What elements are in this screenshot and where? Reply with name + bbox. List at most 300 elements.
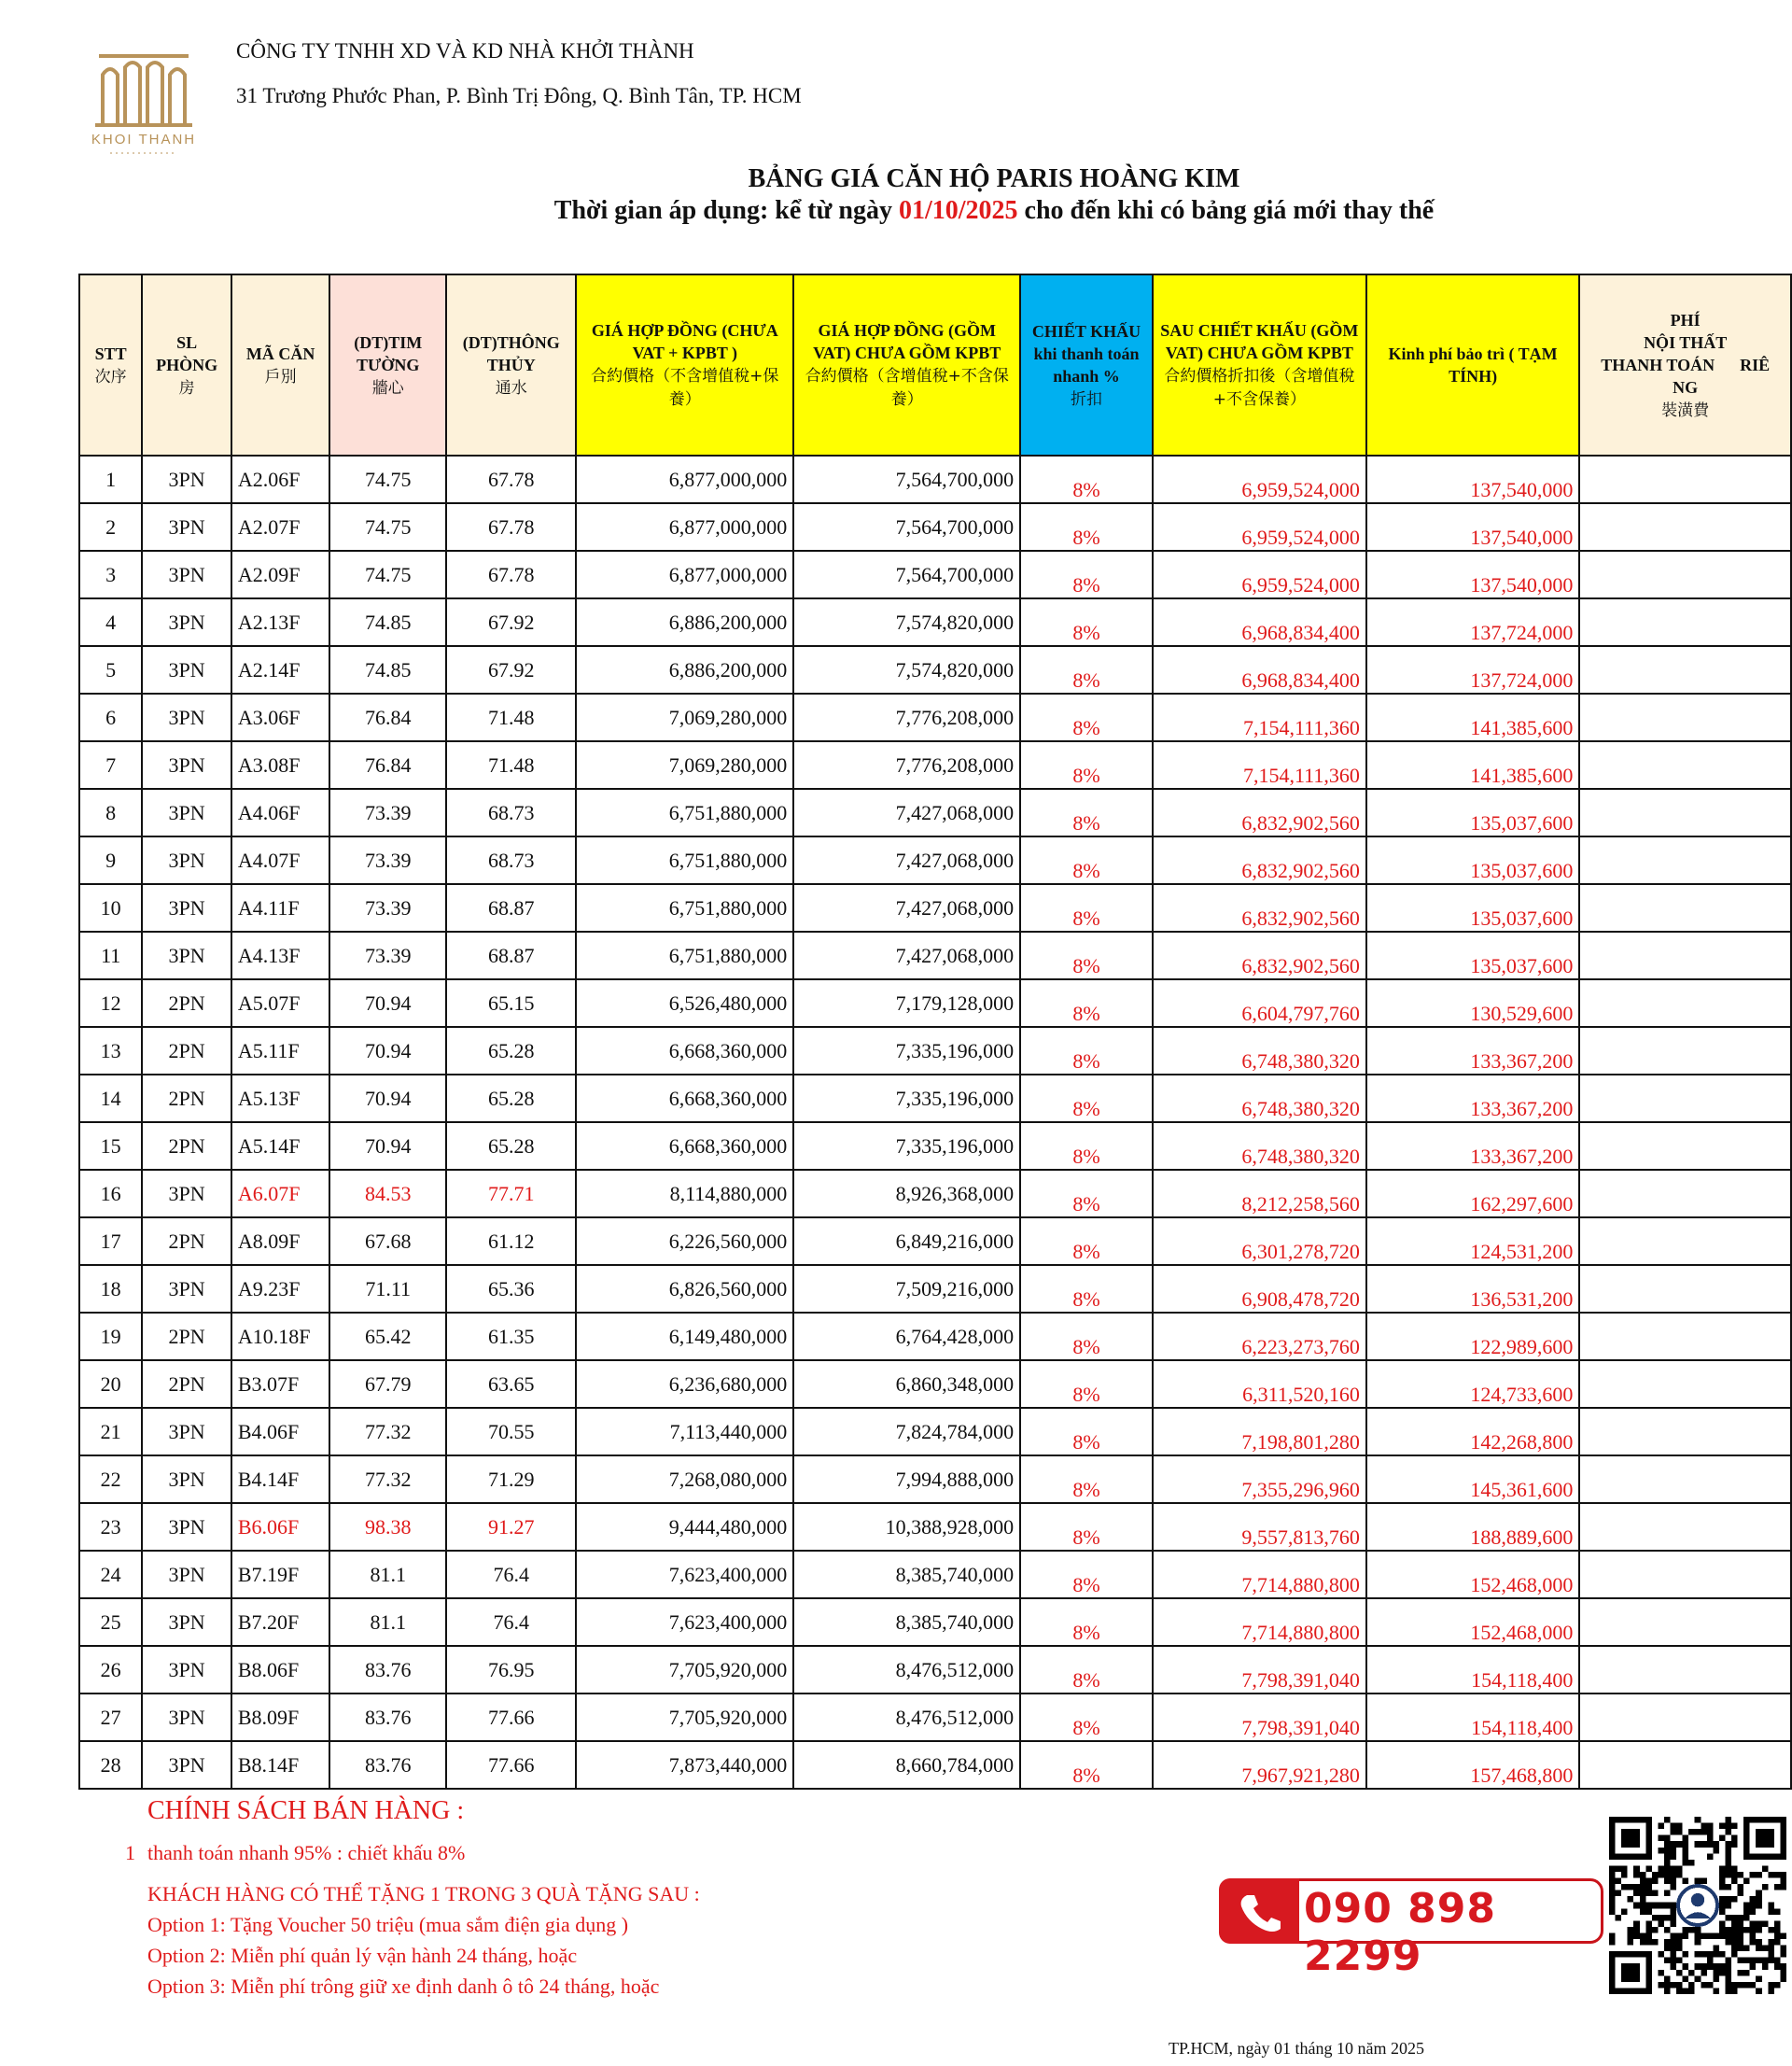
cell-area-wall: 74.85 — [329, 598, 446, 646]
col-price-after-discount: SAU CHIẾT KHẤU (GỒM VAT) CHƯA GỒM KPBT 合約價格折扣後（含增值稅+不含保養） — [1153, 274, 1366, 456]
cell-contract-price-incl: 7,574,820,000 — [793, 598, 1020, 646]
cell-unit-code: B8.09F — [231, 1694, 330, 1741]
cell-price-after-discount: 7,198,801,280 — [1153, 1408, 1366, 1455]
cell-area-wall: 73.39 — [329, 789, 446, 836]
table-row — [79, 836, 1791, 884]
cell-area-clear: 68.73 — [446, 789, 576, 836]
hotline-banner[interactable] — [1219, 1878, 1603, 1980]
cell-stt: 15 — [79, 1122, 142, 1170]
cell-interior-fee — [1579, 646, 1791, 694]
cell-area-clear: 63.65 — [446, 1360, 576, 1408]
cell-contract-price-excl: 9,444,480,000 — [576, 1503, 793, 1551]
cell-rooms: 2PN — [142, 1360, 231, 1408]
cell-rooms: 3PN — [142, 1551, 231, 1598]
cell-unit-code: B4.14F — [231, 1455, 330, 1503]
cell-price-after-discount: 6,748,380,320 — [1153, 1122, 1366, 1170]
cell-area-clear: 65.15 — [446, 979, 576, 1027]
cell-rooms: 2PN — [142, 979, 231, 1027]
cell-contract-price-incl: 7,574,820,000 — [793, 646, 1020, 694]
cell-interior-fee — [1579, 1646, 1791, 1694]
cell-maintenance-fee: 137,724,000 — [1366, 646, 1579, 694]
cell-maintenance-fee: 124,531,200 — [1366, 1217, 1579, 1265]
cell-area-clear: 77.66 — [446, 1741, 576, 1789]
cell-area-wall: 77.32 — [329, 1455, 446, 1503]
cell-contract-price-incl: 6,860,348,000 — [793, 1360, 1020, 1408]
cell-unit-code: A5.11F — [231, 1027, 330, 1075]
cell-interior-fee — [1579, 1360, 1791, 1408]
cell-maintenance-fee: 154,118,400 — [1366, 1694, 1579, 1741]
cell-interior-fee — [1579, 1027, 1791, 1075]
cell-area-clear: 67.92 — [446, 646, 576, 694]
cell-unit-code: A2.14F — [231, 646, 330, 694]
table-row — [79, 789, 1791, 836]
cell-area-clear: 77.71 — [446, 1170, 576, 1217]
cell-contract-price-incl: 7,179,128,000 — [793, 979, 1020, 1027]
cell-contract-price-incl: 8,385,740,000 — [793, 1598, 1020, 1646]
cell-contract-price-incl: 7,776,208,000 — [793, 741, 1020, 789]
cell-interior-fee — [1579, 1551, 1791, 1598]
cell-maintenance-fee: 135,037,600 — [1366, 789, 1579, 836]
cell-contract-price-incl: 7,335,196,000 — [793, 1075, 1020, 1122]
cell-stt: 13 — [79, 1027, 142, 1075]
cell-interior-fee — [1579, 1170, 1791, 1217]
qr-code[interactable] — [1609, 1817, 1786, 1994]
cell-discount: 8% — [1020, 789, 1153, 836]
table-row — [79, 1741, 1791, 1789]
cell-area-clear: 68.87 — [446, 884, 576, 932]
document-title: BẢNG GIÁ CĂN HỘ PARIS HOÀNG KIM — [748, 164, 1240, 193]
cell-rooms: 3PN — [142, 551, 231, 598]
table-row — [79, 551, 1791, 598]
cell-price-after-discount: 7,714,880,800 — [1153, 1598, 1366, 1646]
cell-stt: 22 — [79, 1455, 142, 1503]
cell-price-after-discount: 6,959,524,000 — [1153, 456, 1366, 503]
effective-date: 01/10/2025 — [898, 196, 1018, 225]
cell-discount: 8% — [1020, 1122, 1153, 1170]
cell-discount: 8% — [1020, 1694, 1153, 1741]
cell-contract-price-incl: 7,335,196,000 — [793, 1027, 1020, 1075]
cell-stt: 21 — [79, 1408, 142, 1455]
cell-area-wall: 73.39 — [329, 836, 446, 884]
cell-area-clear: 65.28 — [446, 1122, 576, 1170]
cell-unit-code: B7.20F — [231, 1598, 330, 1646]
cell-rooms: 3PN — [142, 1694, 231, 1741]
cell-discount: 8% — [1020, 1217, 1153, 1265]
cell-area-clear: 76.4 — [446, 1598, 576, 1646]
cell-stt: 10 — [79, 884, 142, 932]
cell-area-wall: 74.75 — [329, 456, 446, 503]
cell-stt: 16 — [79, 1170, 142, 1217]
cell-contract-price-excl: 6,149,480,000 — [576, 1313, 793, 1360]
cell-discount: 8% — [1020, 1551, 1153, 1598]
cell-contract-price-incl: 7,427,068,000 — [793, 932, 1020, 979]
cell-stt: 26 — [79, 1646, 142, 1694]
cell-area-wall: 83.76 — [329, 1646, 446, 1694]
cell-discount: 8% — [1020, 551, 1153, 598]
cell-contract-price-excl: 6,751,880,000 — [576, 884, 793, 932]
cell-rooms: 2PN — [142, 1313, 231, 1360]
cell-stt: 25 — [79, 1598, 142, 1646]
col-discount: CHIẾT KHẤU khi thanh toán nhanh % 折扣 — [1020, 274, 1153, 456]
cell-unit-code: A6.07F — [231, 1170, 330, 1217]
cell-area-wall: 84.53 — [329, 1170, 446, 1217]
cell-maintenance-fee: 152,468,000 — [1366, 1551, 1579, 1598]
cell-stt: 2 — [79, 503, 142, 551]
cell-discount: 8% — [1020, 1741, 1153, 1789]
cell-interior-fee — [1579, 1075, 1791, 1122]
cell-discount: 8% — [1020, 884, 1153, 932]
cell-area-clear: 76.4 — [446, 1551, 576, 1598]
cell-interior-fee — [1579, 932, 1791, 979]
table-header-row — [79, 274, 1791, 456]
cell-area-clear: 67.78 — [446, 551, 576, 598]
gift-title: KHÁCH HÀNG CÓ THỂ TẶNG 1 TRONG 3 QUÀ TẶNG SAU : — [147, 1882, 700, 1905]
cell-price-after-discount: 6,968,834,400 — [1153, 598, 1366, 646]
cell-stt: 14 — [79, 1075, 142, 1122]
cell-unit-code: A2.07F — [231, 503, 330, 551]
cell-area-wall: 74.85 — [329, 646, 446, 694]
cell-maintenance-fee: 133,367,200 — [1366, 1122, 1579, 1170]
cell-area-wall: 70.94 — [329, 1075, 446, 1122]
cell-stt: 18 — [79, 1265, 142, 1313]
cell-price-after-discount: 7,714,880,800 — [1153, 1551, 1366, 1598]
cell-stt: 27 — [79, 1694, 142, 1741]
cell-contract-price-excl: 7,623,400,000 — [576, 1598, 793, 1646]
table-row — [79, 1646, 1791, 1694]
cell-unit-code: A2.13F — [231, 598, 330, 646]
cell-rooms: 2PN — [142, 1217, 231, 1265]
cell-interior-fee — [1579, 789, 1791, 836]
cell-area-clear: 68.87 — [446, 932, 576, 979]
cell-discount: 8% — [1020, 932, 1153, 979]
cell-maintenance-fee: 157,468,800 — [1366, 1741, 1579, 1789]
cell-unit-code: A9.23F — [231, 1265, 330, 1313]
cell-discount: 8% — [1020, 1313, 1153, 1360]
cell-area-wall: 67.79 — [329, 1360, 446, 1408]
cell-stt: 11 — [79, 932, 142, 979]
cell-maintenance-fee: 133,367,200 — [1366, 1027, 1579, 1075]
col-contract-price-incl: GIÁ HỢP ĐỒNG (GỒM VAT) CHƯA GỒM KPBT 合約價格（含增值稅+不含保養） — [793, 274, 1020, 456]
table-row — [79, 503, 1791, 551]
cell-stt: 5 — [79, 646, 142, 694]
table-row — [79, 694, 1791, 741]
cell-price-after-discount: 6,301,278,720 — [1153, 1217, 1366, 1265]
cell-area-clear: 70.55 — [446, 1408, 576, 1455]
table-row — [79, 1503, 1791, 1551]
cell-interior-fee — [1579, 1694, 1791, 1741]
cell-unit-code: A3.06F — [231, 694, 330, 741]
cell-area-wall: 76.84 — [329, 694, 446, 741]
cell-contract-price-excl: 7,873,440,000 — [576, 1741, 793, 1789]
cell-maintenance-fee: 135,037,600 — [1366, 932, 1579, 979]
cell-contract-price-excl: 6,526,480,000 — [576, 979, 793, 1027]
cell-stt: 17 — [79, 1217, 142, 1265]
cell-contract-price-excl: 6,877,000,000 — [576, 503, 793, 551]
cell-area-clear: 65.28 — [446, 1027, 576, 1075]
cell-unit-code: A2.06F — [231, 456, 330, 503]
cell-discount: 8% — [1020, 646, 1153, 694]
policy-item-number: 1 — [125, 1841, 135, 1864]
cell-contract-price-incl: 8,385,740,000 — [793, 1551, 1020, 1598]
cell-contract-price-excl: 6,236,680,000 — [576, 1360, 793, 1408]
cell-stt: 3 — [79, 551, 142, 598]
phone-icon — [1219, 1878, 1299, 1944]
cell-unit-code: A8.09F — [231, 1217, 330, 1265]
cell-rooms: 2PN — [142, 1027, 231, 1075]
cell-price-after-discount: 8,212,258,560 — [1153, 1170, 1366, 1217]
cell-interior-fee — [1579, 1455, 1791, 1503]
table-row — [79, 1408, 1791, 1455]
cell-price-after-discount: 6,959,524,000 — [1153, 503, 1366, 551]
cell-rooms: 3PN — [142, 789, 231, 836]
cell-discount: 8% — [1020, 1075, 1153, 1122]
cell-discount: 8% — [1020, 1360, 1153, 1408]
cell-contract-price-incl: 6,849,216,000 — [793, 1217, 1020, 1265]
table-row — [79, 1313, 1791, 1360]
cell-contract-price-excl: 7,069,280,000 — [576, 694, 793, 741]
cell-area-wall: 67.68 — [329, 1217, 446, 1265]
col-stt: STT 次序 — [79, 274, 142, 456]
cell-contract-price-incl: 7,564,700,000 — [793, 456, 1020, 503]
cell-price-after-discount: 6,311,520,160 — [1153, 1360, 1366, 1408]
cell-contract-price-excl: 7,113,440,000 — [576, 1408, 793, 1455]
cell-price-after-discount: 9,557,813,760 — [1153, 1503, 1366, 1551]
cell-contract-price-excl: 6,668,360,000 — [576, 1075, 793, 1122]
cell-unit-code: A4.13F — [231, 932, 330, 979]
cell-price-after-discount: 6,832,902,560 — [1153, 789, 1366, 836]
cell-area-wall: 74.75 — [329, 551, 446, 598]
cell-contract-price-incl: 7,427,068,000 — [793, 789, 1020, 836]
company-logo — [78, 47, 209, 159]
policy-item-1: thanh toán nhanh 95% : chiết khấu 8% — [147, 1841, 466, 1864]
cell-contract-price-excl: 8,114,880,000 — [576, 1170, 793, 1217]
cell-maintenance-fee: 142,268,800 — [1366, 1408, 1579, 1455]
cell-area-clear: 65.36 — [446, 1265, 576, 1313]
cell-discount: 8% — [1020, 1027, 1153, 1075]
cell-unit-code: B7.19F — [231, 1551, 330, 1598]
cell-stt: 19 — [79, 1313, 142, 1360]
cell-price-after-discount: 7,967,921,280 — [1153, 1741, 1366, 1789]
cell-contract-price-incl: 8,660,784,000 — [793, 1741, 1020, 1789]
cell-maintenance-fee: 137,540,000 — [1366, 503, 1579, 551]
cell-interior-fee — [1579, 1503, 1791, 1551]
col-area-clear: (DT)THÔNG THỦY 通水 — [446, 274, 576, 456]
cell-discount: 8% — [1020, 741, 1153, 789]
cell-contract-price-incl: 7,776,208,000 — [793, 694, 1020, 741]
cell-discount: 8% — [1020, 456, 1153, 503]
cell-maintenance-fee: 136,531,200 — [1366, 1265, 1579, 1313]
table-row — [79, 1455, 1791, 1503]
sales-policy-title: CHÍNH SÁCH BÁN HÀNG : — [147, 1796, 465, 1825]
cell-rooms: 3PN — [142, 836, 231, 884]
col-rooms: SL PHÒNG 房 — [142, 274, 231, 456]
cell-area-wall: 98.38 — [329, 1503, 446, 1551]
col-interior-fee: PHÍ NỘI THẤT THANH TOÁN RIÊ NG 裝潢費 — [1579, 274, 1791, 456]
cell-unit-code: A5.07F — [231, 979, 330, 1027]
cell-rooms: 3PN — [142, 1598, 231, 1646]
cell-area-wall: 81.1 — [329, 1551, 446, 1598]
cell-maintenance-fee: 137,724,000 — [1366, 598, 1579, 646]
cell-price-after-discount: 6,908,478,720 — [1153, 1265, 1366, 1313]
cell-stt: 9 — [79, 836, 142, 884]
cell-area-clear: 71.48 — [446, 741, 576, 789]
cell-contract-price-excl: 7,268,080,000 — [576, 1455, 793, 1503]
cell-discount: 8% — [1020, 979, 1153, 1027]
cell-interior-fee — [1579, 1741, 1791, 1789]
gift-option-1: Option 1: Tặng Voucher 50 triệu (mua sắm điện gia dụng ) — [147, 1913, 629, 1936]
cell-discount: 8% — [1020, 1455, 1153, 1503]
cell-maintenance-fee: 122,989,600 — [1366, 1313, 1579, 1360]
cell-unit-code: A2.09F — [231, 551, 330, 598]
cell-area-wall: 70.94 — [329, 1122, 446, 1170]
cell-discount: 8% — [1020, 1170, 1153, 1217]
cell-stt: 4 — [79, 598, 142, 646]
cell-interior-fee — [1579, 1265, 1791, 1313]
cell-area-wall: 77.32 — [329, 1408, 446, 1455]
cell-unit-code: B8.06F — [231, 1646, 330, 1694]
cell-price-after-discount: 6,832,902,560 — [1153, 932, 1366, 979]
table-row — [79, 1027, 1791, 1075]
cell-maintenance-fee: 154,118,400 — [1366, 1646, 1579, 1694]
table-row — [79, 884, 1791, 932]
cell-unit-code: B4.06F — [231, 1408, 330, 1455]
cell-unit-code: A4.11F — [231, 884, 330, 932]
document-date: TP.HCM, ngày 01 tháng 10 năm 2025 — [1169, 2039, 1424, 2058]
cell-discount: 8% — [1020, 1646, 1153, 1694]
cell-rooms: 3PN — [142, 1646, 231, 1694]
cell-area-wall: 81.1 — [329, 1598, 446, 1646]
cell-area-clear: 61.12 — [446, 1217, 576, 1265]
cell-interior-fee — [1579, 979, 1791, 1027]
cell-stt: 1 — [79, 456, 142, 503]
cell-contract-price-incl: 8,926,368,000 — [793, 1170, 1020, 1217]
cell-area-clear: 91.27 — [446, 1503, 576, 1551]
cell-area-wall: 73.39 — [329, 932, 446, 979]
cell-interior-fee — [1579, 503, 1791, 551]
cell-discount: 8% — [1020, 836, 1153, 884]
cell-contract-price-excl: 6,751,880,000 — [576, 932, 793, 979]
cell-price-after-discount: 7,798,391,040 — [1153, 1694, 1366, 1741]
col-contract-price-excl: GIÁ HỢP ĐỒNG (CHƯA VAT + KPBT ) 合約價格（不含增值稅+保養） — [576, 274, 793, 456]
cell-interior-fee — [1579, 1408, 1791, 1455]
gift-option-2: Option 2: Miễn phí quản lý vận hành 24 tháng, hoặc — [147, 1944, 578, 1967]
cell-area-wall: 83.76 — [329, 1741, 446, 1789]
cell-area-wall: 65.42 — [329, 1313, 446, 1360]
cell-maintenance-fee: 188,889,600 — [1366, 1503, 1579, 1551]
cell-contract-price-incl: 7,564,700,000 — [793, 551, 1020, 598]
cell-maintenance-fee: 124,733,600 — [1366, 1360, 1579, 1408]
cell-rooms: 3PN — [142, 1741, 231, 1789]
cell-interior-fee — [1579, 456, 1791, 503]
cell-maintenance-fee: 135,037,600 — [1366, 836, 1579, 884]
cell-contract-price-excl: 7,705,920,000 — [576, 1694, 793, 1741]
cell-area-wall: 70.94 — [329, 1027, 446, 1075]
cell-interior-fee — [1579, 1217, 1791, 1265]
col-area-wall: (DT)TIM TƯỜNG 牆心 — [329, 274, 446, 456]
cell-unit-code: A4.07F — [231, 836, 330, 884]
cell-rooms: 3PN — [142, 1170, 231, 1217]
cell-area-clear: 68.73 — [446, 836, 576, 884]
cell-rooms: 3PN — [142, 503, 231, 551]
gift-option-3: Option 3: Miễn phí trông giữ xe định danh ô tô 24 tháng, hoặc — [147, 1975, 660, 1998]
cell-contract-price-incl: 10,388,928,000 — [793, 1503, 1020, 1551]
company-address: 31 Trương Phước Phan, P. Bình Trị Đông, Q. Bình Tân, TP. HCM — [236, 84, 802, 107]
cell-area-wall: 73.39 — [329, 884, 446, 932]
cell-stt: 6 — [79, 694, 142, 741]
cell-rooms: 3PN — [142, 598, 231, 646]
cell-discount: 8% — [1020, 1503, 1153, 1551]
cell-rooms: 3PN — [142, 1265, 231, 1313]
cell-contract-price-incl: 7,509,216,000 — [793, 1265, 1020, 1313]
cell-contract-price-excl: 7,705,920,000 — [576, 1646, 793, 1694]
cell-maintenance-fee: 145,361,600 — [1366, 1455, 1579, 1503]
cell-area-clear: 76.95 — [446, 1646, 576, 1694]
cell-price-after-discount: 7,798,391,040 — [1153, 1646, 1366, 1694]
cell-interior-fee — [1579, 884, 1791, 932]
cell-area-clear: 71.29 — [446, 1455, 576, 1503]
cell-stt: 12 — [79, 979, 142, 1027]
cell-stt: 23 — [79, 1503, 142, 1551]
table-row — [79, 1217, 1791, 1265]
cell-unit-code: B8.14F — [231, 1741, 330, 1789]
cell-discount: 8% — [1020, 694, 1153, 741]
cell-maintenance-fee: 162,297,600 — [1366, 1170, 1579, 1217]
cell-rooms: 3PN — [142, 1408, 231, 1455]
cell-price-after-discount: 6,959,524,000 — [1153, 551, 1366, 598]
hotline-number: 090 898 2299 — [1304, 1885, 1497, 1980]
cell-price-after-discount: 6,748,380,320 — [1153, 1075, 1366, 1122]
cell-price-after-discount: 6,968,834,400 — [1153, 646, 1366, 694]
cell-contract-price-excl: 6,886,200,000 — [576, 646, 793, 694]
cell-discount: 8% — [1020, 1598, 1153, 1646]
cell-area-clear: 67.92 — [446, 598, 576, 646]
cell-interior-fee — [1579, 694, 1791, 741]
cell-unit-code: A3.08F — [231, 741, 330, 789]
cell-discount: 8% — [1020, 503, 1153, 551]
cell-contract-price-incl: 7,824,784,000 — [793, 1408, 1020, 1455]
table-row — [79, 1075, 1791, 1122]
cell-contract-price-excl: 6,668,360,000 — [576, 1122, 793, 1170]
table-row — [79, 456, 1791, 503]
col-unit-code: MÃ CĂN 戶別 — [231, 274, 330, 456]
cell-discount: 8% — [1020, 1408, 1153, 1455]
col-maintenance-fee: Kinh phí bảo trì ( TẠM TÍNH) — [1366, 274, 1579, 456]
cell-rooms: 3PN — [142, 456, 231, 503]
cell-discount: 8% — [1020, 1265, 1153, 1313]
table-row — [79, 1122, 1791, 1170]
cell-rooms: 3PN — [142, 884, 231, 932]
cell-contract-price-incl: 7,564,700,000 — [793, 503, 1020, 551]
cell-contract-price-incl: 6,764,428,000 — [793, 1313, 1020, 1360]
cell-price-after-discount: 6,748,380,320 — [1153, 1027, 1366, 1075]
cell-contract-price-incl: 7,427,068,000 — [793, 884, 1020, 932]
table-row — [79, 1598, 1791, 1646]
cell-rooms: 2PN — [142, 1075, 231, 1122]
cell-price-after-discount: 7,154,111,360 — [1153, 694, 1366, 741]
cell-stt: 20 — [79, 1360, 142, 1408]
table-row — [79, 741, 1791, 789]
cell-maintenance-fee: 141,385,600 — [1366, 741, 1579, 789]
cell-contract-price-excl: 6,877,000,000 — [576, 456, 793, 503]
cell-rooms: 3PN — [142, 1455, 231, 1503]
cell-rooms: 3PN — [142, 932, 231, 979]
cell-contract-price-incl: 7,994,888,000 — [793, 1455, 1020, 1503]
cell-stt: 7 — [79, 741, 142, 789]
cell-contract-price-incl: 8,476,512,000 — [793, 1646, 1020, 1694]
cell-unit-code: A5.14F — [231, 1122, 330, 1170]
document-subtitle: Thời gian áp dụng: kể từ ngày 01/10/2025 cho đến khi có bảng giá mới thay thế — [553, 196, 1435, 225]
cell-interior-fee — [1579, 741, 1791, 789]
